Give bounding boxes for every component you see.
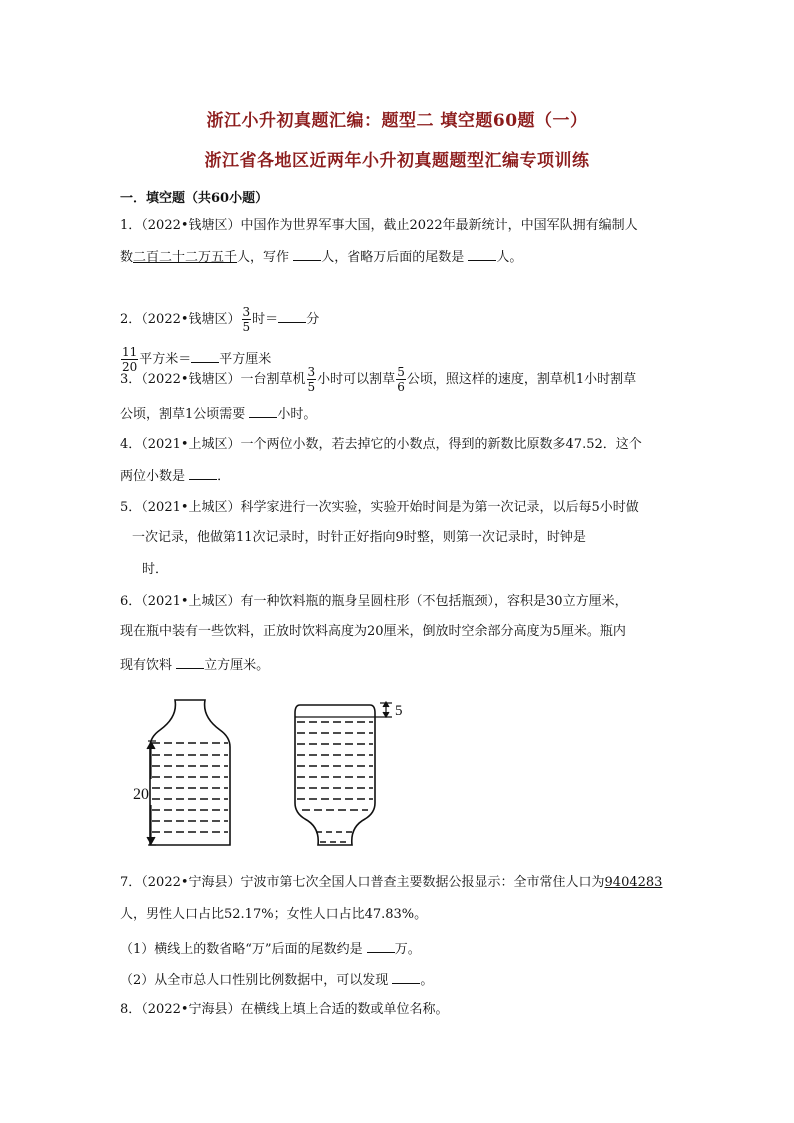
q2-part1-mid: 时＝ bbox=[252, 312, 279, 327]
q3-fraction-2 bbox=[396, 365, 406, 394]
upright-bottle bbox=[150, 700, 230, 845]
section-heading: 一．填空题（共60小题） bbox=[120, 191, 269, 206]
q5-line3-end: 时． bbox=[142, 562, 169, 577]
label-20: 20 bbox=[133, 786, 149, 803]
bottle-diagram bbox=[130, 695, 420, 855]
q1-underlined-number: 二百二十二万五千 bbox=[133, 250, 238, 265]
q2-part2-mid: 平方米＝ bbox=[139, 352, 192, 367]
q6-line1: 6．（2021•上城区）有一种饮料瓶的瓶身呈圆柱形（不包括瓶颈），容积是30立方厘米， bbox=[120, 594, 628, 609]
q3-frac2-denominator: 6 bbox=[397, 380, 405, 394]
q1-blank-1[interactable] bbox=[293, 248, 321, 261]
q4-line1: 4．（2021•上城区）一个两位小数，若去掉它的小数点，得到的新数比原数多47.52．这个 bbox=[120, 437, 642, 452]
q1-line2-pre: 数 bbox=[120, 250, 134, 265]
q6-line3 bbox=[120, 656, 269, 674]
q3-blank[interactable] bbox=[249, 405, 277, 418]
q5-blank[interactable] bbox=[132, 561, 142, 573]
q2-frac2-numerator: 11 bbox=[122, 345, 138, 359]
q7-sub2-pre: （2）从全市总人口性别比例数据中，可以发现 bbox=[120, 973, 389, 988]
q2-prefix: 2．（2022•钱塘区） bbox=[120, 312, 241, 327]
q4-line2-end: ． bbox=[217, 469, 231, 484]
q2-part2-end: 平方厘米 bbox=[219, 352, 272, 367]
q1-line2-end: 人。 bbox=[496, 250, 523, 265]
sub-title: 浙江省各地区近两年小升初真题题型汇编专项训练 bbox=[204, 151, 590, 171]
q7-sub1-end: 万。 bbox=[394, 942, 421, 957]
q3-line2-pre: 公顷，割草1公顷需要 bbox=[120, 407, 246, 422]
q3-fraction-1 bbox=[307, 365, 317, 394]
upright-liquid-lines bbox=[152, 743, 228, 832]
q7-underlined-number: 9404283 bbox=[604, 875, 663, 890]
q2-frac2-denominator: 20 bbox=[122, 360, 138, 374]
q7-sub1 bbox=[120, 940, 421, 958]
q6-blank[interactable] bbox=[176, 656, 204, 669]
q5-line3 bbox=[132, 561, 168, 578]
q6-line3-end: 立方厘米。 bbox=[204, 658, 270, 673]
inverted-liquid-lines bbox=[297, 722, 373, 810]
label-5: 5 bbox=[395, 703, 403, 719]
q2-frac1-numerator: 3 bbox=[242, 305, 251, 319]
q7-sub2-end: 。 bbox=[420, 973, 434, 988]
q1-line1: 1．（2022•钱塘区）中国作为世界军事大国，截止2022年最新统计，中国军队拥有编制人 bbox=[120, 218, 638, 233]
q7-line1-pre: 7．（2022•宁海县）宁波市第七次全国人口普查主要数据公报显示：全市常住人口为 bbox=[120, 875, 605, 890]
q7-sub2 bbox=[120, 971, 433, 989]
main-title: 浙江小升初真题汇编：题型二 填空题60题（一） bbox=[206, 111, 588, 131]
q3-line2 bbox=[120, 405, 316, 423]
inverted-bottle bbox=[295, 705, 375, 845]
q2-part1-end: 分 bbox=[306, 312, 320, 327]
q7-line1 bbox=[120, 875, 662, 891]
q4-blank[interactable] bbox=[189, 467, 217, 480]
q3-line2-end: 小时。 bbox=[277, 407, 317, 422]
q2-blank-2[interactable] bbox=[191, 350, 219, 363]
q2-frac1-denominator: 5 bbox=[242, 320, 251, 334]
q6-line3-pre: 现有饮料 bbox=[120, 658, 173, 673]
q4-line2 bbox=[120, 467, 230, 485]
q2-line1 bbox=[120, 305, 319, 334]
q3-line1 bbox=[120, 365, 636, 394]
q2-fraction-1 bbox=[242, 305, 252, 334]
q7-sub1-pre: （1）横线上的数省略“万”后面的尾数约是 bbox=[120, 942, 363, 957]
inverted-neck-lines bbox=[316, 832, 354, 842]
q1-line2 bbox=[120, 248, 522, 266]
q7-sub1-blank[interactable] bbox=[367, 940, 395, 953]
q8-line1: 8．（2022•宁海县）在横线上填上合适的数或单位名称。 bbox=[120, 1002, 449, 1017]
q5-line2: 一次记录，他做第11次记录时，时针正好指向9时整，则第一次记录时，时钟是 bbox=[132, 530, 586, 545]
q3-frac2-numerator: 5 bbox=[397, 365, 405, 379]
q6-line2: 现在瓶中装有一些饮料，正放时饮料高度为20厘米，倒放时空余部分高度为5厘米。瓶内 bbox=[120, 624, 626, 639]
q3-frac1-denominator: 5 bbox=[307, 380, 316, 394]
q5-line1: 5．（2021•上城区）科学家进行一次实验，实验开始时间是为第一次记录，以后每5小时做 bbox=[120, 500, 639, 515]
q4-line2-pre: 两位小数是 bbox=[120, 469, 186, 484]
q1-line2-mid: 人，写作 bbox=[237, 250, 290, 265]
q3-frac1-numerator: 3 bbox=[307, 365, 316, 379]
q7-sub2-blank[interactable] bbox=[392, 971, 420, 984]
q3-mid: 小时可以割草 bbox=[317, 372, 396, 387]
q1-line2-mid2: 人，省略万后面的尾数是 bbox=[321, 250, 465, 265]
q3-suffix: 公顷，照这样的速度，割草机1小时割草 bbox=[406, 372, 637, 387]
q7-line2: 人，男性人口占比52.17%；女性人口占比47.83%。 bbox=[120, 907, 428, 922]
q3-prefix: 3．（2022•钱塘区）一台割草机 bbox=[120, 372, 306, 387]
q1-blank-2[interactable] bbox=[468, 248, 496, 261]
q2-blank-1[interactable] bbox=[278, 310, 306, 323]
